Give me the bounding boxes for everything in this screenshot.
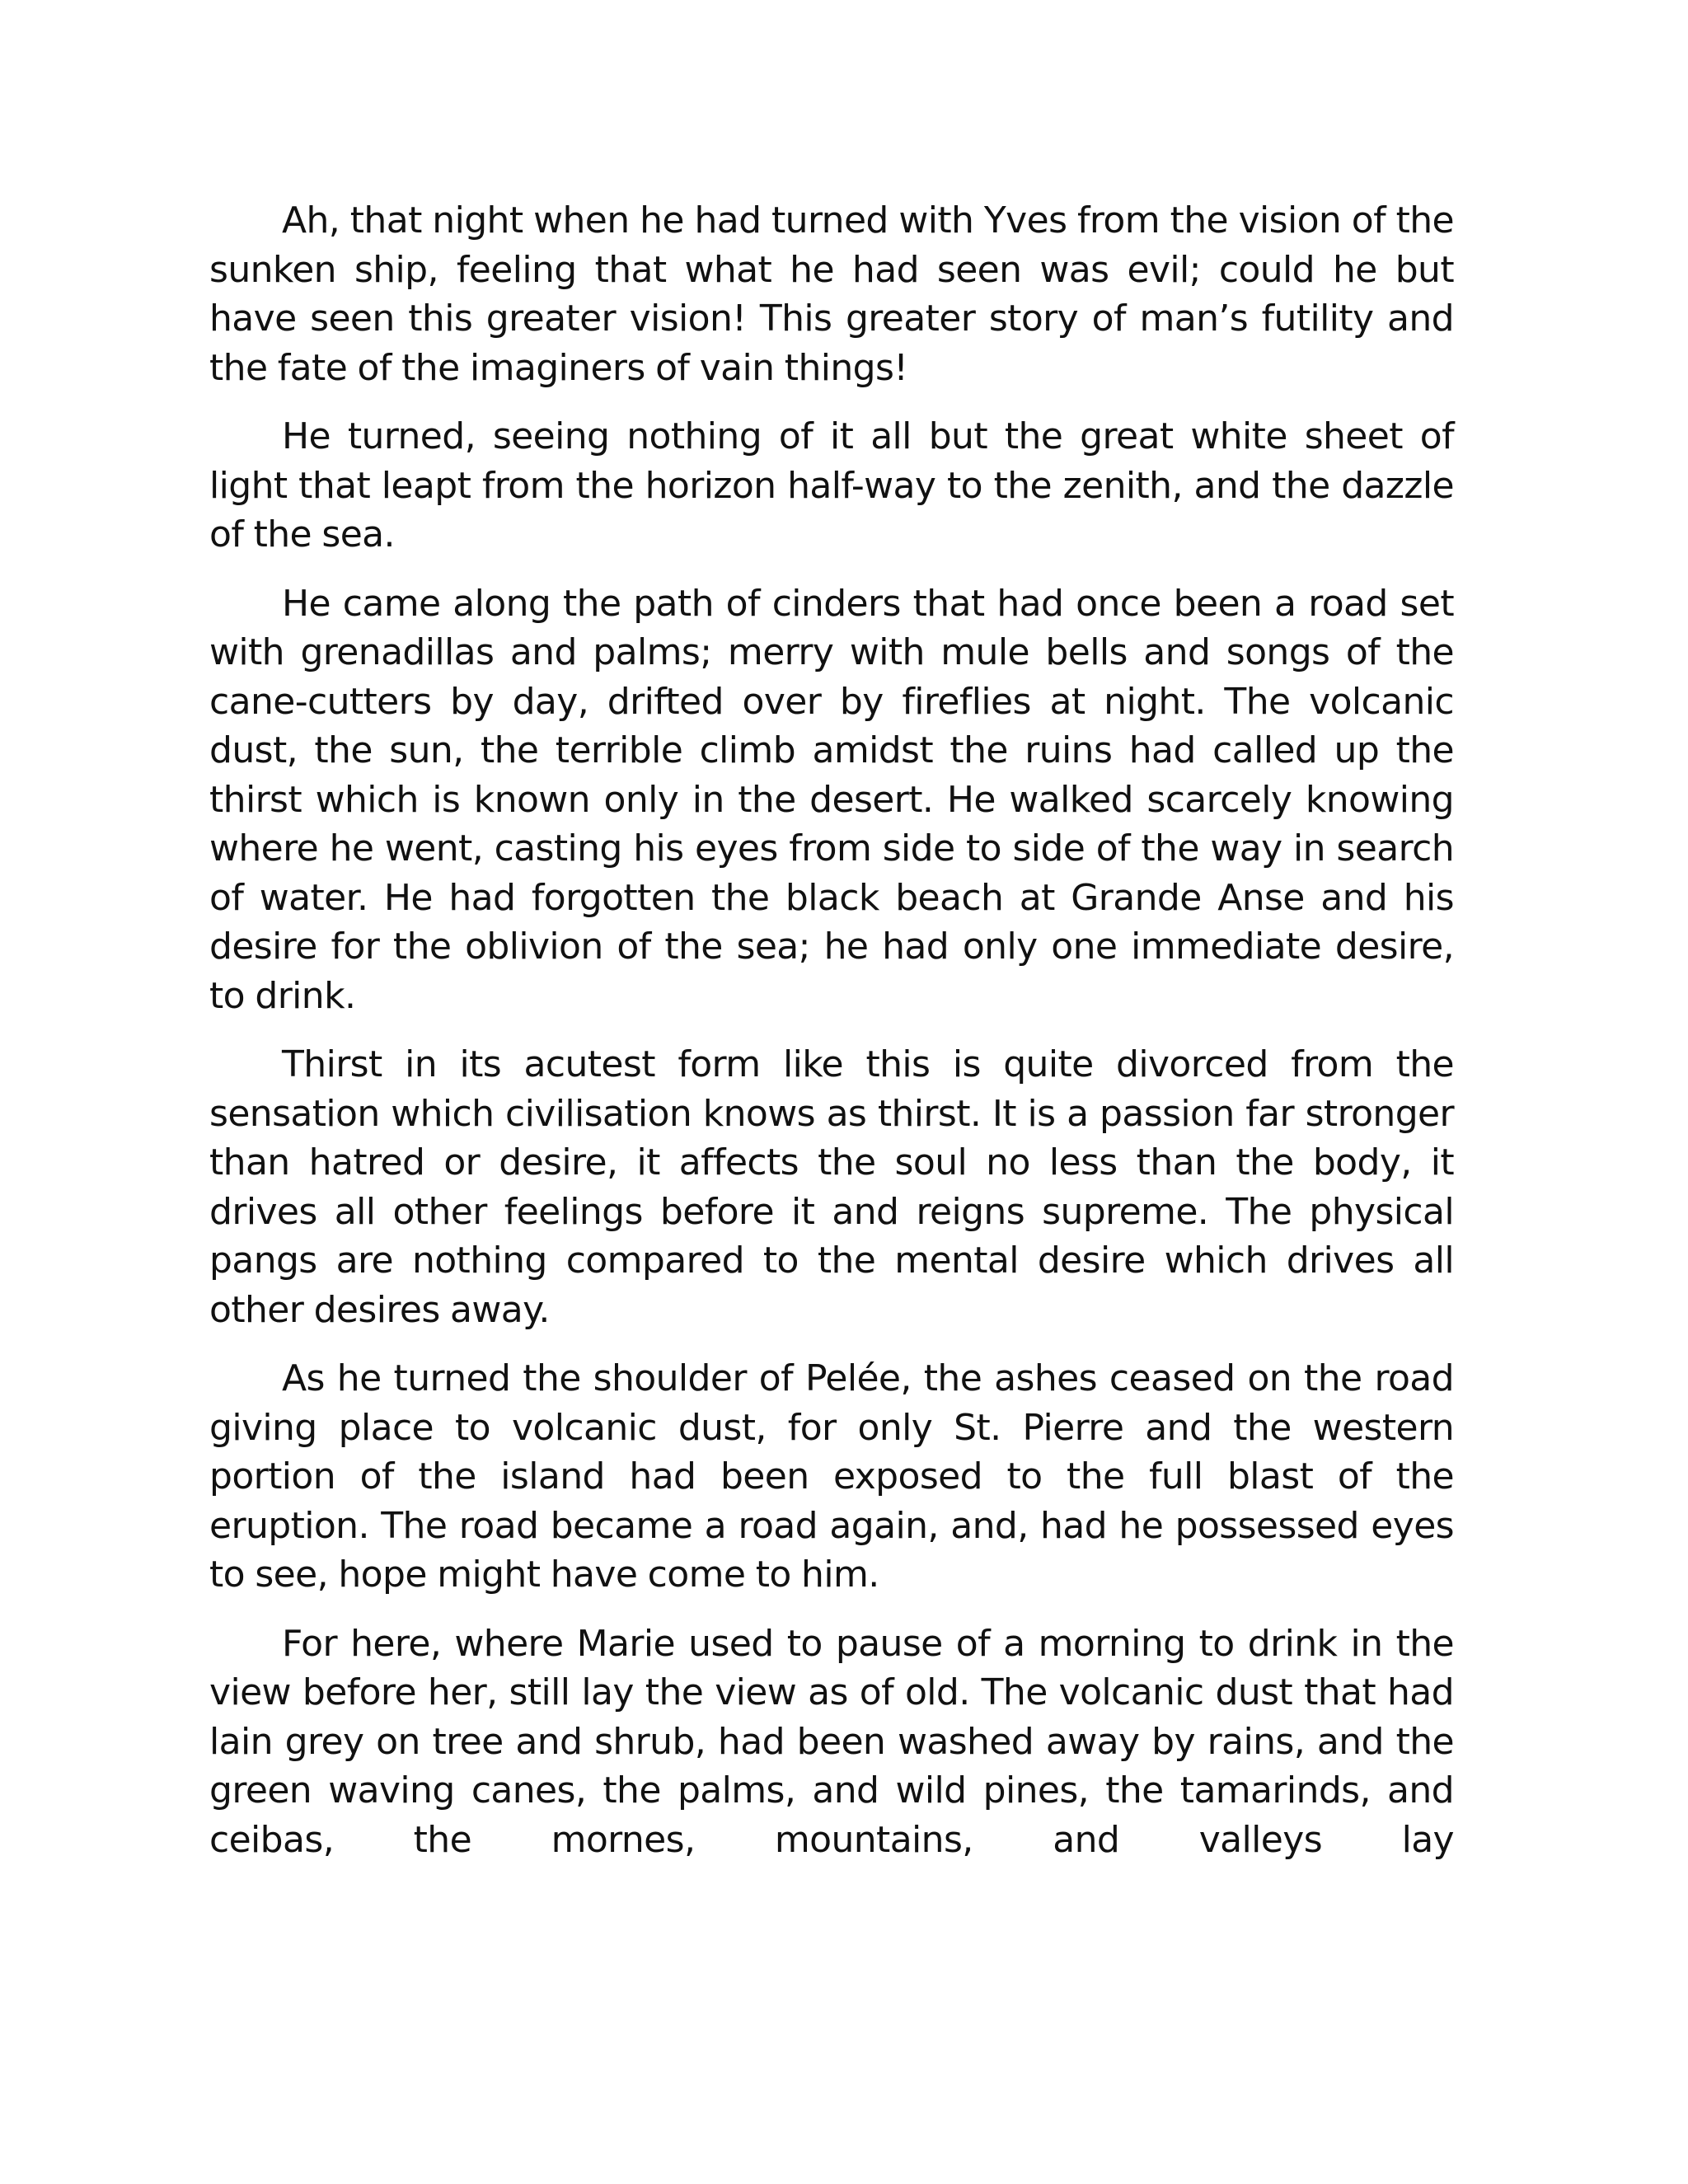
- body-text: [209, 196, 1454, 1864]
- paragraph-6: For here, where Marie used to pause of a morning to drink in the view before her, still lay the view as of old. The volcanic dust that had lain grey on tree and shrub, had been washed away by rains, and the green waving canes, the palms, and wild pines, the tamarinds, and ceibas, the mornes, mountains, and valleys lay: [209, 1622, 1454, 1861]
- paragraph-1: Ah, that night when he had turned with Yves from the vision of the sunken ship, feeling that what he had seen was evil; could he but have seen this greater vision! This greater story of man’s futility and the fate of the imaginers of vain things!: [209, 199, 1454, 389]
- paragraph-4: Thirst in its acutest form like this is quite divorced from the sensation which civilisation knows as thirst. It is a passion far stronger than hatred or desire, it affects the soul no less than the body, it drives all other feelings before it and reigns supreme. The physical pangs are nothing compared to the mental desire which drives all other desires away.: [209, 1043, 1454, 1331]
- paragraph-5: As he turned the shoulder of Pelée, the ashes ceased on the road giving place to volcanic dust, for only St. Pierre and the western portion of the island had been exposed to the full blast of the eruption. The road became a road again, and, had he possessed eyes to see, hope might have come to him.: [209, 1357, 1454, 1596]
- paragraph-3: He came along the path of cinders that had once been a road set with grenadillas and palms; merry with mule bells and songs of the cane-cutters by day, drifted over by fireflies at night. The volcanic dust, the sun, the terrible climb amidst the ruins had called up the thirst which is known only in the desert. He walked scarcely knowing where he went, casting his eyes from side to side of the way in search of water. He had forgotten the black beach at Grande Anse and his desire for the oblivion of the sea; he had only one immediate desire, to drink.: [209, 582, 1454, 1017]
- paragraph-2: He turned, seeing nothing of it all but the great white sheet of light that leapt from the horizon half-way to the zenith, and the dazzle of the sea.: [209, 415, 1454, 555]
